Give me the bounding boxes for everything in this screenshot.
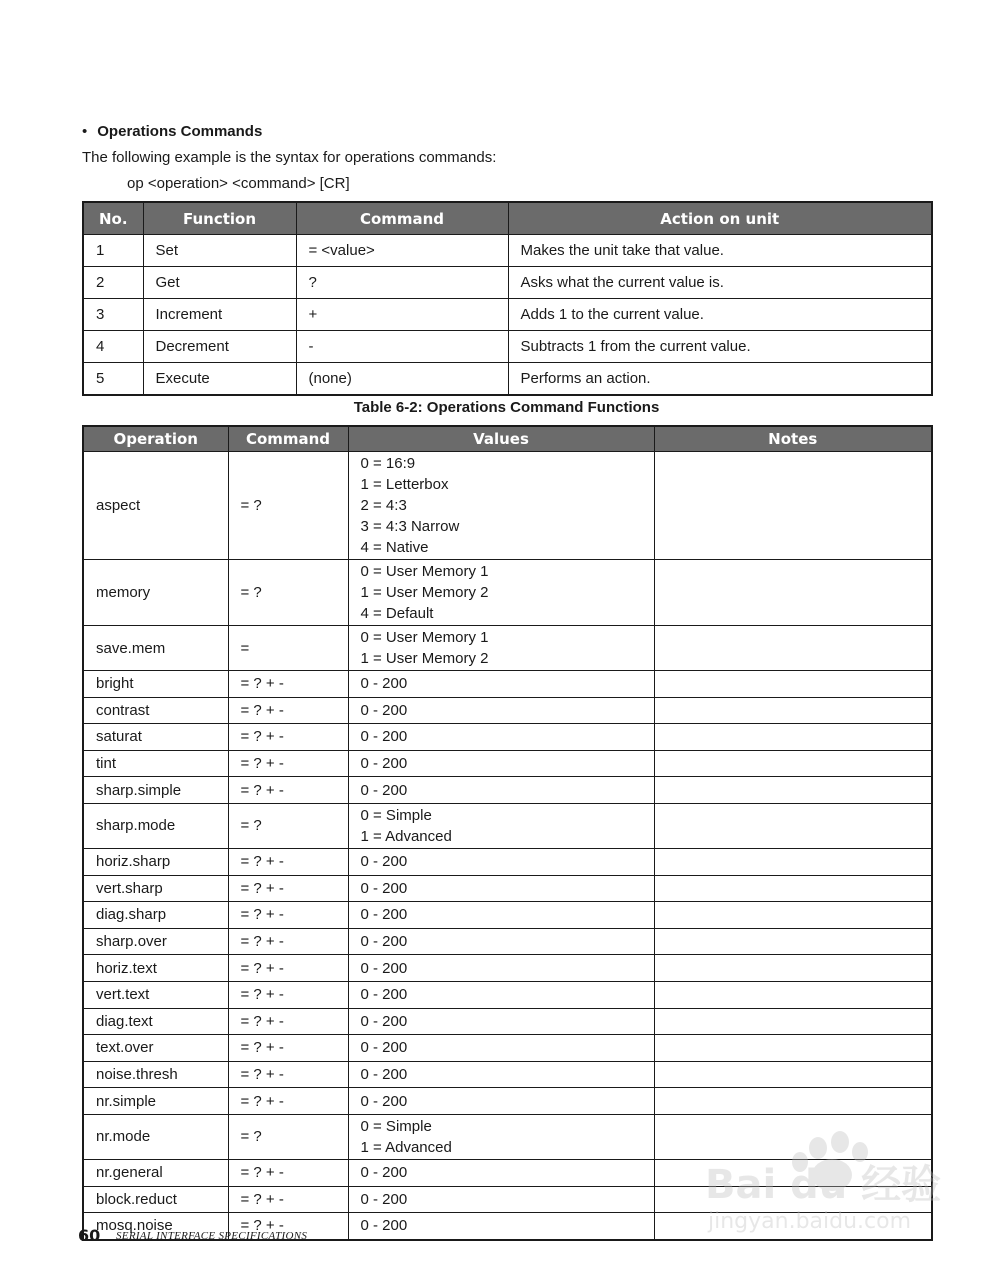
cmd-values <box>348 724 654 751</box>
cmd-operation: nr.general <box>83 1159 228 1186</box>
value-line: 1 = Letterbox <box>360 476 449 493</box>
cmd-operation: vert.sharp <box>83 875 228 902</box>
cmd-values <box>348 697 654 724</box>
table-row <box>83 803 932 848</box>
intro-text: The following example is the syntax for operations commands: <box>82 149 497 166</box>
cmd-notes <box>654 902 932 929</box>
table-row <box>83 452 932 560</box>
cmd-command: = ? + - <box>228 750 348 777</box>
cmd-command: = ? + - <box>228 848 348 875</box>
cmd-values <box>348 452 654 560</box>
cmd-command: = ? + - <box>228 671 348 698</box>
cmd-values <box>348 803 654 848</box>
value-line: 0 - 200 <box>360 781 408 799</box>
value-line: 4 = Native <box>360 539 429 556</box>
cmd-notes <box>654 1008 932 1035</box>
table-row <box>83 902 932 929</box>
value-line: 0 - 200 <box>360 853 408 871</box>
cmd-operation: horiz.sharp <box>83 848 228 875</box>
value-line: 1 = Advanced <box>360 827 452 845</box>
cmd-command: = ? + - <box>228 955 348 982</box>
cmd-command: = ? <box>228 1114 348 1159</box>
ops-action: Asks what the current value is. <box>508 267 932 299</box>
cmd-command: = ? + - <box>228 902 348 929</box>
cmd-header-operation: Operation <box>83 426 228 452</box>
cmd-values <box>348 750 654 777</box>
table-caption: Table 6-2: Operations Command Functions <box>353 399 660 416</box>
value-line: 0 - 200 <box>360 701 408 719</box>
ops-header-no: No. <box>83 202 143 235</box>
cmd-notes <box>654 981 932 1008</box>
table-row <box>83 626 932 671</box>
value-line: 4 = Default <box>360 605 434 622</box>
table-row <box>83 331 932 363</box>
cmd-operation: aspect <box>83 452 228 560</box>
cmd-notes <box>654 724 932 751</box>
table-row <box>83 560 932 626</box>
ops-action: Adds 1 to the current value. <box>508 299 932 331</box>
value-line: 1 = User Memory 2 <box>360 650 489 667</box>
ops-command: + <box>296 299 508 331</box>
cmd-notes <box>654 560 932 626</box>
cmd-operation: sharp.over <box>83 928 228 955</box>
ops-no: 3 <box>83 299 143 331</box>
cmd-notes <box>654 803 932 848</box>
ops-function: Decrement <box>143 331 296 363</box>
bullet: • <box>82 123 88 140</box>
table-row <box>83 1088 932 1115</box>
table-row <box>83 235 932 267</box>
table-row <box>83 777 932 804</box>
table-row <box>83 363 932 396</box>
cmd-operation: sharp.mode <box>83 803 228 848</box>
cmd-values <box>348 875 654 902</box>
ops-header-command: Command <box>296 202 508 235</box>
value-line: 0 = User Memory 1 <box>360 563 489 580</box>
footer-title: SERIAL INTERFACE SPECIFICATIONS <box>116 1230 308 1242</box>
value-line: 0 - 200 <box>360 728 408 746</box>
value-line: 0 - 200 <box>360 959 408 977</box>
ops-action: Performs an action. <box>508 363 932 396</box>
table-row <box>83 1035 932 1062</box>
cmd-values <box>348 1114 654 1159</box>
table-row <box>83 724 932 751</box>
cmd-command: = ? + - <box>228 1061 348 1088</box>
cmd-values <box>348 1088 654 1115</box>
cmd-notes <box>654 697 932 724</box>
value-line: 0 - 200 <box>360 879 408 897</box>
cmd-values <box>348 1035 654 1062</box>
cmd-command: = <box>228 626 348 671</box>
cmd-notes <box>654 875 932 902</box>
cmd-operation: nr.mode <box>83 1114 228 1159</box>
cmd-command: = ? + - <box>228 875 348 902</box>
cmd-notes <box>654 1035 932 1062</box>
value-line: 0 = Simple <box>360 1117 432 1135</box>
value-line: 1 = Advanced <box>360 1138 452 1156</box>
value-line: 0 = User Memory 1 <box>360 629 489 646</box>
value-line: 0 - 200 <box>360 1164 408 1182</box>
cmd-notes <box>654 1088 932 1115</box>
cmd-values <box>348 671 654 698</box>
ops-function: Set <box>143 235 296 267</box>
cmd-command: = ? <box>228 803 348 848</box>
value-line: 0 - 200 <box>360 986 408 1004</box>
cmd-operation: text.over <box>83 1035 228 1062</box>
ops-no: 2 <box>83 267 143 299</box>
cmd-notes <box>654 848 932 875</box>
cmd-values <box>348 955 654 982</box>
cmd-values <box>348 848 654 875</box>
cmd-command: = ? + - <box>228 1008 348 1035</box>
table-row <box>83 848 932 875</box>
cmd-table-body <box>83 452 932 1240</box>
cmd-operation: saturat <box>83 724 228 751</box>
cmd-operation: vert.text <box>83 981 228 1008</box>
cmd-operation: bright <box>83 671 228 698</box>
cmd-command: = ? + - <box>228 1088 348 1115</box>
cmd-values <box>348 981 654 1008</box>
value-line: 0 - 200 <box>360 675 408 693</box>
ops-header-action: Action on unit <box>508 202 932 235</box>
value-line: 0 - 200 <box>360 1217 408 1235</box>
cmd-values <box>348 1159 654 1186</box>
cmd-notes <box>654 626 932 671</box>
cmd-notes <box>654 777 932 804</box>
ops-action: Subtracts 1 from the current value. <box>508 331 932 363</box>
value-line: 0 = 16:9 <box>360 455 416 472</box>
cmd-header-command: Command <box>228 426 348 452</box>
cmd-notes <box>654 452 932 560</box>
table-row <box>83 1008 932 1035</box>
cmd-operation: contrast <box>83 697 228 724</box>
cmd-notes <box>654 955 932 982</box>
value-line: 0 - 200 <box>360 755 408 773</box>
cmd-operation: diag.sharp <box>83 902 228 929</box>
ops-header-row <box>83 202 932 235</box>
cmd-values <box>348 1061 654 1088</box>
table-row <box>83 875 932 902</box>
value-line: 0 - 200 <box>360 1012 408 1030</box>
cmd-command: = ? + - <box>228 724 348 751</box>
cmd-operation: diag.text <box>83 1008 228 1035</box>
ops-command: = <value> <box>296 235 508 267</box>
baidu-watermark <box>700 1130 950 1250</box>
cmd-values <box>348 777 654 804</box>
watermark-url: jingyan.baidu.com <box>708 1209 912 1234</box>
value-line: 2 = 4:3 <box>360 497 407 514</box>
operations-functions-table <box>82 201 933 396</box>
value-line: 0 - 200 <box>360 1039 408 1057</box>
cmd-command: = ? + - <box>228 1035 348 1062</box>
operations-commands-table <box>82 425 933 1241</box>
ops-header-function: Function <box>143 202 296 235</box>
table-row <box>83 671 932 698</box>
watermark-brand: Bai du 经验 <box>705 1162 942 1208</box>
cmd-notes <box>654 1061 932 1088</box>
value-line: 0 - 200 <box>360 906 408 924</box>
value-line: 0 - 200 <box>360 1066 408 1084</box>
value-line: 0 - 200 <box>360 1190 408 1208</box>
cmd-operation: block.reduct <box>83 1186 228 1213</box>
ops-no: 5 <box>83 363 143 396</box>
cmd-values <box>348 928 654 955</box>
cmd-header-values: Values <box>348 426 654 452</box>
ops-no: 4 <box>83 331 143 363</box>
table-row <box>83 750 932 777</box>
cmd-operation: nr.simple <box>83 1088 228 1115</box>
baidu-paw-logo-icon <box>700 1130 950 1250</box>
value-line: 0 - 200 <box>360 933 408 951</box>
ops-function: Increment <box>143 299 296 331</box>
table-row <box>83 697 932 724</box>
cmd-values <box>348 902 654 929</box>
cmd-operation: memory <box>83 560 228 626</box>
section-heading-text: Operations Commands <box>97 123 263 140</box>
cmd-command: = ? <box>228 452 348 560</box>
cmd-notes <box>654 750 932 777</box>
ops-function: Execute <box>143 363 296 396</box>
ops-no: 1 <box>83 235 143 267</box>
cmd-values <box>348 1186 654 1213</box>
cmd-values <box>348 1213 654 1240</box>
cmd-operation: sharp.simple <box>83 777 228 804</box>
value-line: 0 - 200 <box>360 1092 408 1110</box>
cmd-notes <box>654 671 932 698</box>
cmd-operation: save.mem <box>83 626 228 671</box>
value-line: 3 = 4:3 Narrow <box>360 518 460 535</box>
cmd-operation: tint <box>83 750 228 777</box>
table-row <box>83 299 932 331</box>
table-row <box>83 955 932 982</box>
cmd-notes <box>654 928 932 955</box>
page-number: 60 <box>78 1226 101 1245</box>
cmd-operation: noise.thresh <box>83 1061 228 1088</box>
cmd-operation: mosq.noise <box>83 1213 228 1240</box>
cmd-command: = ? + - <box>228 981 348 1008</box>
ops-command: (none) <box>296 363 508 396</box>
table-row <box>83 981 932 1008</box>
value-line: 0 = Simple <box>360 806 432 824</box>
cmd-header-row <box>83 426 932 452</box>
ops-command: - <box>296 331 508 363</box>
syntax-example: op <operation> <command> [CR] <box>127 175 350 192</box>
ops-function: Get <box>143 267 296 299</box>
cmd-header-notes: Notes <box>654 426 932 452</box>
cmd-command: = ? + - <box>228 777 348 804</box>
table-row <box>83 928 932 955</box>
value-line: 1 = User Memory 2 <box>360 584 489 601</box>
ops-command: ? <box>296 267 508 299</box>
cmd-values <box>348 1008 654 1035</box>
cmd-command: = ? + - <box>228 928 348 955</box>
section-heading <box>82 123 262 140</box>
ops-action: Makes the unit take that value. <box>508 235 932 267</box>
cmd-command: = ? <box>228 560 348 626</box>
cmd-command: = ? + - <box>228 1213 348 1240</box>
cmd-command: = ? + - <box>228 697 348 724</box>
cmd-values <box>348 626 654 671</box>
cmd-command: = ? + - <box>228 1159 348 1186</box>
cmd-operation: horiz.text <box>83 955 228 982</box>
table-row <box>83 267 932 299</box>
table-row <box>83 1061 932 1088</box>
cmd-command: = ? + - <box>228 1186 348 1213</box>
cmd-values <box>348 560 654 626</box>
